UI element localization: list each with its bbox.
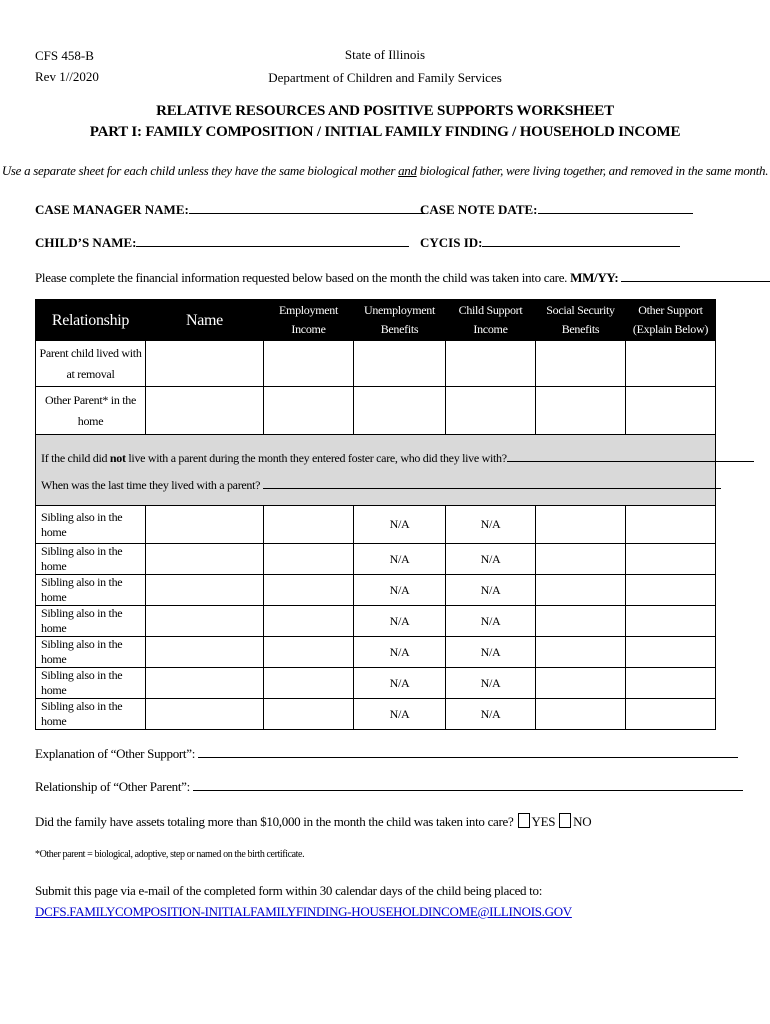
cell-na: N/A	[446, 544, 536, 575]
cell-input[interactable]	[626, 341, 716, 387]
mmyy-input[interactable]	[621, 268, 770, 282]
table-row	[36, 544, 716, 575]
cell-input[interactable]	[536, 341, 626, 387]
cell-input[interactable]	[626, 699, 716, 730]
cell-input[interactable]	[446, 341, 536, 387]
case-manager-input[interactable]	[189, 200, 425, 214]
case-note-date-input[interactable]	[538, 200, 693, 214]
cell-input[interactable]	[146, 544, 264, 575]
cell-input[interactable]	[536, 668, 626, 699]
cell-input[interactable]	[264, 606, 354, 637]
cycis-id-input[interactable]	[482, 233, 680, 247]
q1-text: If the child did	[41, 451, 110, 465]
cell-input[interactable]	[146, 575, 264, 606]
cycis-id-label: CYCIS ID:	[420, 235, 483, 250]
title-line-1: RELATIVE RESOURCES AND POSITIVE SUPPORTS WORKSHEET	[156, 103, 614, 119]
cell-input[interactable]	[446, 387, 536, 435]
cell-na: N/A	[354, 699, 446, 730]
cell-na: N/A	[446, 575, 536, 606]
cell-input[interactable]	[626, 637, 716, 668]
department-name: Department of Children and Family Services	[268, 70, 502, 85]
table-header-row	[36, 300, 716, 341]
cell-input[interactable]	[536, 387, 626, 435]
cycis-id-field	[420, 233, 680, 251]
living-arrangement-cell	[36, 435, 716, 506]
cell-na: N/A	[446, 699, 536, 730]
table-row	[36, 699, 716, 730]
mmyy-label: MM/YY:	[570, 270, 619, 285]
other-parent-relationship-field	[35, 777, 743, 795]
q1-text-2: live with a parent during the month they entered foster care, who did they live with?	[125, 451, 507, 465]
case-manager-label: CASE MANAGER NAME:	[35, 202, 189, 217]
form-revision: Rev 1//2020	[35, 69, 99, 84]
cell-input[interactable]	[264, 668, 354, 699]
header-name: Name	[146, 300, 264, 341]
cell-input[interactable]	[264, 506, 354, 544]
form-id: CFS 458-B	[35, 48, 94, 63]
cell-input[interactable]	[146, 506, 264, 544]
assets-question: Did the family have assets totaling more than $10,000 in the month the child was taken into care?	[35, 814, 514, 829]
who-lived-with-question	[41, 443, 715, 473]
row-label-sibling: Sibling also in the home	[36, 637, 146, 668]
table-row	[36, 387, 716, 435]
relationship-input[interactable]	[193, 777, 743, 791]
relationship-label: Relationship of “Other Parent”:	[35, 779, 190, 794]
assets-question-field	[35, 813, 591, 830]
row-label-sibling: Sibling also in the home	[36, 506, 146, 544]
cell-na: N/A	[446, 606, 536, 637]
cell-input[interactable]	[626, 668, 716, 699]
cell-input[interactable]	[264, 341, 354, 387]
header-social-security-benefits: Social Security Benefits	[536, 300, 626, 341]
other-support-explanation-field	[35, 744, 738, 762]
cell-na: N/A	[354, 575, 446, 606]
cell-input[interactable]	[354, 341, 446, 387]
row-label-sibling: Sibling also in the home	[36, 606, 146, 637]
cell-input[interactable]	[536, 637, 626, 668]
child-name-label: CHILD’S NAME:	[35, 235, 137, 250]
cell-input[interactable]	[146, 699, 264, 730]
cell-input[interactable]	[626, 387, 716, 435]
table-row	[36, 606, 716, 637]
submission-instructions	[35, 880, 572, 922]
cell-input[interactable]	[626, 506, 716, 544]
case-note-date-label: CASE NOTE DATE:	[420, 202, 538, 217]
header-child-support-income: Child Support Income	[446, 300, 536, 341]
instruction-text	[0, 163, 770, 179]
cell-input[interactable]	[146, 668, 264, 699]
state-name: State of Illinois	[344, 47, 426, 62]
table-row	[36, 668, 716, 699]
financial-text: Please complete the financial information requested below based on the month the child was taken into care.	[35, 270, 568, 285]
who-lived-with-input[interactable]	[507, 448, 754, 462]
financial-instruction	[35, 268, 770, 286]
cell-input[interactable]	[354, 387, 446, 435]
row-label-sibling: Sibling also in the home	[36, 575, 146, 606]
cell-input[interactable]	[146, 387, 264, 435]
child-name-field	[35, 233, 409, 251]
cell-input[interactable]	[536, 544, 626, 575]
no-checkbox[interactable]	[559, 813, 571, 828]
table-row	[36, 575, 716, 606]
cell-na: N/A	[354, 544, 446, 575]
row-label-sibling: Sibling also in the home	[36, 668, 146, 699]
row-label-sibling: Sibling also in the home	[36, 699, 146, 730]
cell-na: N/A	[354, 668, 446, 699]
living-arrangement-row	[36, 435, 716, 506]
cell-input[interactable]	[536, 606, 626, 637]
no-label: NO	[573, 814, 592, 829]
table-row	[36, 637, 716, 668]
cell-input[interactable]	[264, 637, 354, 668]
cell-input[interactable]	[146, 341, 264, 387]
instruction-part-1: Use a separate sheet for each child unless they have the same biological mother	[1, 163, 399, 178]
q1-not: not	[109, 451, 126, 465]
case-note-date-field	[420, 200, 693, 218]
child-name-input[interactable]	[136, 233, 409, 247]
submission-email-link[interactable]: DCFS.FAMILYCOMPOSITION-INITIALFAMILYFINDING-HOUSEHOLDINCOME@ILLINOIS.GOV	[35, 904, 572, 919]
cell-na: N/A	[446, 668, 536, 699]
header-unemployment-benefits: Unemployment Benefits	[354, 300, 446, 341]
income-table	[35, 299, 716, 730]
form-title	[0, 101, 770, 143]
footnote: *Other parent = biological, adoptive, step or named on the birth certificate.	[35, 849, 305, 860]
cell-input[interactable]	[146, 637, 264, 668]
row-label-sibling: Sibling also in the home	[36, 544, 146, 575]
cell-input[interactable]	[536, 506, 626, 544]
header-relationship: Relationship	[36, 300, 146, 341]
cell-input[interactable]	[536, 699, 626, 730]
explanation-input[interactable]	[198, 744, 738, 758]
q2-text: When was the last time they lived with a parent?	[41, 478, 261, 492]
header-employment-income: Employment Income	[264, 300, 354, 341]
header-other-support: Other Support (Explain Below)	[626, 300, 716, 341]
cell-na: N/A	[446, 506, 536, 544]
explanation-label: Explanation of “Other Support”:	[35, 746, 196, 761]
cell-input[interactable]	[536, 575, 626, 606]
row-label-other-parent: Other Parent* in the home	[36, 387, 146, 435]
cell-na: N/A	[354, 637, 446, 668]
last-lived-with-parent-question	[41, 473, 715, 497]
row-label-parent: Parent child lived with at removal	[36, 341, 146, 387]
form-header-center	[0, 43, 770, 89]
cell-na: N/A	[446, 637, 536, 668]
yes-checkbox[interactable]	[518, 813, 530, 828]
instruction-and: and	[398, 163, 417, 178]
cell-input[interactable]	[626, 544, 716, 575]
instruction-part-2: biological father, were living together, and removed in the same month.	[416, 163, 769, 178]
yes-label: YES	[531, 814, 556, 829]
cell-na: N/A	[354, 506, 446, 544]
table-row	[36, 506, 716, 544]
cell-na: N/A	[354, 606, 446, 637]
cell-input[interactable]	[626, 606, 716, 637]
submit-text: Submit this page via e-mail of the completed form within 30 calendar days of the child being placed to:	[35, 883, 543, 898]
title-line-2: PART I: FAMILY COMPOSITION / INITIAL FAMILY FINDING / HOUSEHOLD INCOME	[89, 124, 681, 140]
cell-input[interactable]	[146, 606, 264, 637]
cell-input[interactable]	[264, 699, 354, 730]
last-lived-with-parent-input[interactable]	[263, 475, 721, 489]
case-manager-field	[35, 200, 425, 218]
table-row	[36, 341, 716, 387]
cell-input[interactable]	[264, 575, 354, 606]
cell-input[interactable]	[264, 544, 354, 575]
cell-input[interactable]	[264, 387, 354, 435]
cell-input[interactable]	[626, 575, 716, 606]
